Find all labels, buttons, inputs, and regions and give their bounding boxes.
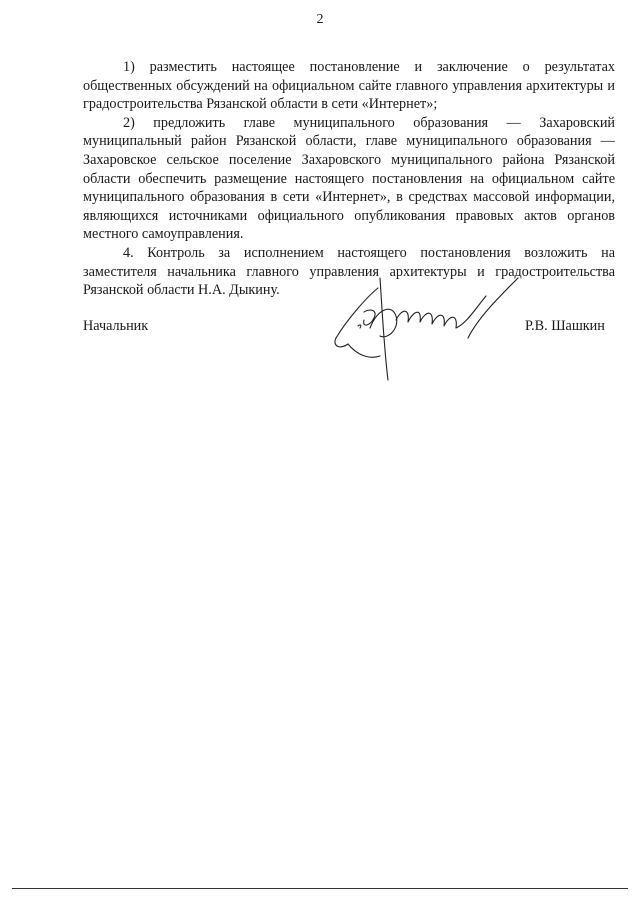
paragraph-publish: 1) разместить настоящее постановление и заключение о результатах общественных обсуждений на официальном сайте главного управления архитектуры и градостроительства Рязанской области в сети «Интернет»; (83, 59, 615, 113)
handwritten-signature (318, 268, 548, 388)
footer-divider (12, 888, 628, 889)
paragraph-control: 4. Контроль за исполнением настоящего постановления возложить на заместителя начальника главного управления архитектуры и градостроительства Рязанской области Н.А. Дыкину. (83, 244, 615, 299)
signatory-name: Р.В. Шашкин (525, 318, 605, 334)
signatory-title: Начальник (83, 318, 149, 334)
document-body (83, 58, 615, 300)
page-number: 2 (316, 12, 324, 27)
paragraph-propose: 2) предложить главе муниципального образования — Захаровский муниципальный район Рязанской области, главе муниципального образования — Захаровское сельское поселение Захаровского муниципального района Рязанской области обеспечить размещение настоящего постановления на официальном сайте муниципального образования в сети «Интернет», в средствах массовой информации, являющихся источниками официального опубликования правовых актов органов местного самоуправления. (83, 114, 615, 243)
